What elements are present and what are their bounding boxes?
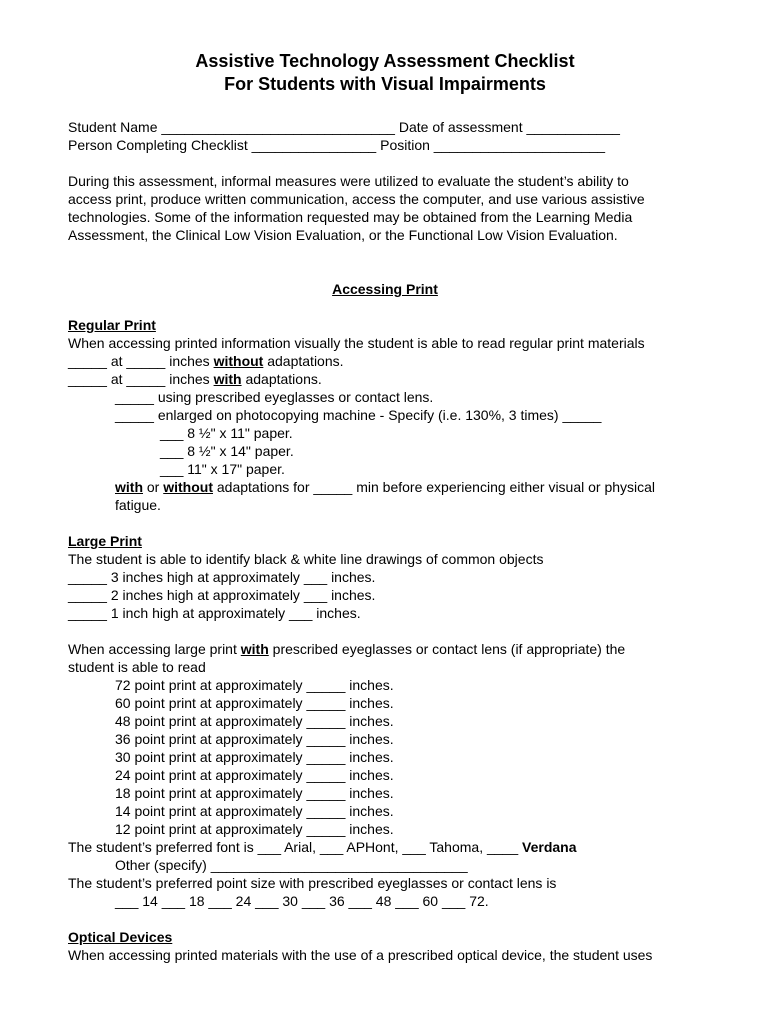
paper-option-2: ___ 8 ½" x 14" paper. xyxy=(160,443,294,459)
eyeglasses-line: _____ using prescribed eyeglasses or contact lens. xyxy=(115,389,434,405)
large-print-access-line xyxy=(68,641,625,658)
without-emphasis: without xyxy=(213,353,264,369)
paper-option-1: ___ 8 ½" x 11" paper. xyxy=(160,425,293,441)
preferred-font-line xyxy=(68,839,577,856)
access-with: with xyxy=(240,641,269,657)
fatigue-with: with xyxy=(115,479,143,495)
point-size-item: 72 point print at approximately _____ inches. xyxy=(115,677,394,693)
large-print-intro: The student is able to identify black & white line drawings of common objects xyxy=(68,551,544,567)
regular-print-intro: When accessing printed information visually the student is able to read regular print materials xyxy=(68,335,645,351)
optical-devices-intro: When accessing printed materials with the use of a prescribed optical device, the student uses xyxy=(68,947,653,963)
preferred-size-line: The student’s preferred point size with prescribed eyeglasses or contact lens is xyxy=(68,875,557,891)
regular-print-without-line xyxy=(68,353,344,370)
regular-print-with-line xyxy=(68,371,322,388)
fatigue-rest: adaptations for _____ min before experiencing either visual or physical xyxy=(213,479,656,495)
drawing-size-item: _____ 2 inches high at approximately ___ inches. xyxy=(68,587,376,603)
intro-line-3: technologies. Some of the information requested may be obtained from the Learning Media xyxy=(68,209,633,225)
enlarged-line: _____ enlarged on photocopying machine - Specify (i.e. 130%, 3 times) _____ xyxy=(115,407,602,423)
font-other-specify: Other (specify) _________________________________ xyxy=(115,857,468,873)
fatigue-end: fatigue. xyxy=(115,497,161,513)
optical-devices-heading: Optical Devices xyxy=(68,929,173,945)
with-emphasis: with xyxy=(213,371,242,387)
without-prefix: _____ at _____ inches xyxy=(68,353,214,369)
section-title-accessing-print: Accessing Print xyxy=(332,281,438,297)
large-print-heading: Large Print xyxy=(68,533,142,549)
point-size-item: 36 point print at approximately _____ inches. xyxy=(115,731,394,747)
paper-option-3: ___ 11" x 17" paper. xyxy=(160,461,285,477)
point-size-item: 12 point print at approximately _____ inches. xyxy=(115,821,394,837)
drawing-size-item: _____ 1 inch high at approximately ___ inches. xyxy=(68,605,361,621)
intro-line-1: During this assessment, informal measures were utilized to evaluate the student’s ability to xyxy=(68,173,629,189)
document-title-line-1: Assistive Technology Assessment Checklist xyxy=(195,51,575,71)
access-prefix: When accessing large print xyxy=(68,641,241,657)
intro-line-2: access print, produce written communication, access the computer, and use various assistive xyxy=(68,191,645,207)
document-title-line-2: For Students with Visual Impairments xyxy=(224,74,546,94)
student-name-field: Student Name ______________________________ Date of assessment ____________ xyxy=(68,119,620,135)
fatigue-without: without xyxy=(163,479,213,495)
regular-print-heading: Regular Print xyxy=(68,317,156,333)
drawing-size-item: _____ 3 inches high at approximately ___ inches. xyxy=(68,569,376,585)
with-prefix: _____ at _____ inches xyxy=(68,371,214,387)
with-suffix: adaptations. xyxy=(241,371,322,387)
font-verdana: Verdana xyxy=(522,839,577,855)
point-size-item: 48 point print at approximately _____ inches. xyxy=(115,713,394,729)
point-size-item: 18 point print at approximately _____ inches. xyxy=(115,785,394,801)
intro-line-4: Assessment, the Clinical Low Vision Evaluation, or the Functional Low Vision Evaluation. xyxy=(68,227,618,243)
large-print-access-line-2: student is able to read xyxy=(68,659,206,675)
access-suffix: prescribed eyeglasses or contact lens (if appropriate) the xyxy=(268,641,626,657)
fatigue-line xyxy=(115,479,655,496)
point-size-item: 14 point print at approximately _____ inches. xyxy=(115,803,394,819)
without-suffix: adaptations. xyxy=(263,353,344,369)
point-size-options: ___ 14 ___ 18 ___ 24 ___ 30 ___ 36 ___ 48 ___ 60 ___ 72. xyxy=(115,893,489,909)
person-completing-field: Person Completing Checklist ________________ Position ______________________ xyxy=(68,137,606,153)
fatigue-or: or xyxy=(143,479,164,495)
point-size-item: 30 point print at approximately _____ inches. xyxy=(115,749,394,765)
point-size-item: 60 point print at approximately _____ inches. xyxy=(115,695,394,711)
preferred-font-options: The student’s preferred font is ___ Arial, ___ APHont, ___ Tahoma, ____ xyxy=(68,839,523,855)
point-size-item: 24 point print at approximately _____ inches. xyxy=(115,767,394,783)
